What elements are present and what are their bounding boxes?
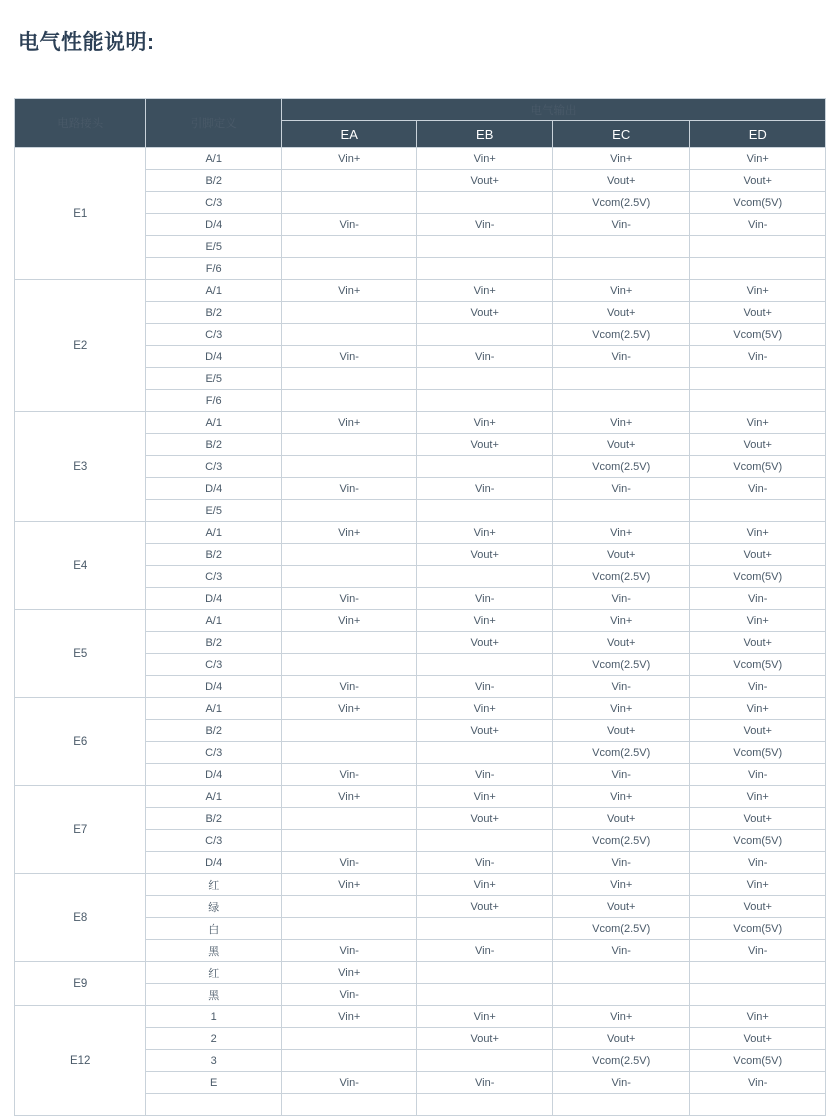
pin-cell: D/4	[146, 478, 282, 500]
value-cell	[281, 1028, 417, 1050]
connector-cell: E9	[15, 962, 146, 1006]
value-cell: Vout+	[552, 170, 690, 192]
value-cell: Vout+	[552, 632, 690, 654]
pin-cell: C/3	[146, 566, 282, 588]
table-body	[15, 148, 826, 1116]
value-cell: Vin-	[690, 764, 826, 786]
value-cell: Vout+	[690, 544, 826, 566]
pin-cell: 黑	[146, 940, 282, 962]
value-cell	[417, 192, 553, 214]
value-cell: Vin+	[552, 698, 690, 720]
value-cell: Vin-	[690, 346, 826, 368]
pin-cell: B/2	[146, 720, 282, 742]
table-row	[15, 610, 826, 632]
value-cell: Vin-	[552, 940, 690, 962]
value-cell: Vout+	[552, 1028, 690, 1050]
value-cell: Vout+	[690, 1028, 826, 1050]
value-cell: Vin-	[690, 940, 826, 962]
value-cell: Vcom(2.5V)	[552, 324, 690, 346]
table-row	[15, 874, 826, 896]
value-cell	[690, 236, 826, 258]
value-cell: Vcom(5V)	[690, 456, 826, 478]
value-cell: Vin+	[417, 786, 553, 808]
value-cell: Vin-	[690, 1072, 826, 1094]
pin-cell: B/2	[146, 302, 282, 324]
value-cell: Vout+	[417, 896, 553, 918]
value-cell: Vin-	[417, 852, 553, 874]
value-cell: Vin-	[281, 764, 417, 786]
value-cell: Vin-	[281, 478, 417, 500]
pin-cell: D/4	[146, 346, 282, 368]
table-row	[15, 148, 826, 170]
value-cell: Vout+	[417, 544, 553, 566]
value-cell: Vcom(2.5V)	[552, 1050, 690, 1072]
value-cell	[281, 1050, 417, 1072]
value-cell: Vin-	[281, 852, 417, 874]
value-cell	[417, 500, 553, 522]
table-header	[15, 99, 826, 148]
value-cell: Vin+	[690, 280, 826, 302]
value-cell	[281, 302, 417, 324]
pin-cell: A/1	[146, 610, 282, 632]
connector-cell: E8	[15, 874, 146, 962]
value-cell	[552, 962, 690, 984]
value-cell	[552, 984, 690, 1006]
header-col-ed: ED	[690, 121, 826, 148]
value-cell: Vin+	[552, 412, 690, 434]
value-cell: Vin+	[552, 1006, 690, 1028]
pin-cell: E/5	[146, 368, 282, 390]
value-cell: Vin-	[417, 764, 553, 786]
value-cell: Vin+	[552, 610, 690, 632]
value-cell: Vout+	[417, 808, 553, 830]
value-cell	[417, 1050, 553, 1072]
connector-cell: E7	[15, 786, 146, 874]
header-col-eb: EB	[417, 121, 553, 148]
value-cell	[552, 1094, 690, 1116]
pin-cell: F/6	[146, 258, 282, 280]
value-cell: Vin-	[690, 852, 826, 874]
value-cell	[281, 808, 417, 830]
value-cell: Vout+	[690, 302, 826, 324]
value-cell	[281, 566, 417, 588]
value-cell: Vin+	[417, 148, 553, 170]
value-cell	[281, 1094, 417, 1116]
value-cell	[552, 258, 690, 280]
pin-cell: B/2	[146, 434, 282, 456]
value-cell: Vin+	[281, 280, 417, 302]
value-cell	[281, 324, 417, 346]
value-cell: Vin+	[690, 1006, 826, 1028]
value-cell: Vin+	[281, 412, 417, 434]
value-cell: Vin+	[690, 874, 826, 896]
pin-cell: 1	[146, 1006, 282, 1028]
value-cell: Vin+	[281, 1006, 417, 1028]
value-cell: Vin+	[552, 786, 690, 808]
value-cell	[690, 390, 826, 412]
value-cell: Vin+	[417, 1006, 553, 1028]
pin-cell: D/4	[146, 676, 282, 698]
value-cell	[281, 258, 417, 280]
value-cell: Vout+	[690, 632, 826, 654]
electrical-spec-table	[14, 98, 826, 1116]
value-cell: Vcom(5V)	[690, 918, 826, 940]
value-cell: Vin-	[417, 1072, 553, 1094]
value-cell: Vcom(2.5V)	[552, 742, 690, 764]
pin-cell: D/4	[146, 214, 282, 236]
value-cell: Vout+	[552, 302, 690, 324]
value-cell: Vin+	[281, 874, 417, 896]
value-cell: Vin+	[417, 610, 553, 632]
value-cell	[281, 390, 417, 412]
value-cell: Vcom(2.5V)	[552, 456, 690, 478]
pin-cell: 黑	[146, 984, 282, 1006]
value-cell: Vcom(5V)	[690, 654, 826, 676]
value-cell: Vin-	[417, 346, 553, 368]
value-cell	[417, 830, 553, 852]
pin-cell: 2	[146, 1028, 282, 1050]
value-cell	[281, 236, 417, 258]
value-cell	[417, 390, 553, 412]
value-cell	[281, 720, 417, 742]
value-cell	[281, 192, 417, 214]
value-cell: Vout+	[417, 302, 553, 324]
value-cell: Vin+	[690, 698, 826, 720]
table-row	[15, 786, 826, 808]
value-cell	[552, 236, 690, 258]
value-cell	[552, 368, 690, 390]
value-cell: Vcom(2.5V)	[552, 830, 690, 852]
pin-cell: A/1	[146, 280, 282, 302]
value-cell: Vcom(5V)	[690, 830, 826, 852]
connector-cell: E2	[15, 280, 146, 412]
value-cell: Vout+	[417, 170, 553, 192]
value-cell	[690, 368, 826, 390]
value-cell	[417, 258, 553, 280]
value-cell: Vout+	[417, 1028, 553, 1050]
pin-cell	[146, 1094, 282, 1116]
pin-cell: A/1	[146, 786, 282, 808]
value-cell: Vin-	[552, 478, 690, 500]
value-cell: Vout+	[552, 544, 690, 566]
value-cell: Vin-	[552, 588, 690, 610]
pin-cell: D/4	[146, 588, 282, 610]
page-title: 电气性能说明:	[18, 31, 155, 54]
value-cell: Vin+	[417, 280, 553, 302]
value-cell: Vin+	[417, 412, 553, 434]
value-cell: Vin-	[552, 852, 690, 874]
pin-cell: F/6	[146, 390, 282, 412]
value-cell: Vin+	[417, 874, 553, 896]
value-cell: Vin-	[281, 346, 417, 368]
value-cell	[417, 654, 553, 676]
value-cell: Vin+	[281, 962, 417, 984]
pin-cell: B/2	[146, 170, 282, 192]
value-cell	[281, 170, 417, 192]
connector-cell: E5	[15, 610, 146, 698]
table-row	[15, 280, 826, 302]
connector-cell: E3	[15, 412, 146, 522]
value-cell: Vout+	[552, 896, 690, 918]
value-cell: Vin-	[690, 676, 826, 698]
value-cell: Vin+	[281, 522, 417, 544]
value-cell: Vout+	[690, 720, 826, 742]
value-cell	[552, 500, 690, 522]
pin-cell: D/4	[146, 852, 282, 874]
value-cell	[281, 742, 417, 764]
value-cell: Vin-	[690, 588, 826, 610]
value-cell: Vin-	[552, 1072, 690, 1094]
pin-cell: E	[146, 1072, 282, 1094]
value-cell: Vin+	[281, 786, 417, 808]
pin-cell: B/2	[146, 544, 282, 566]
connector-cell: E4	[15, 522, 146, 610]
value-cell: Vout+	[552, 720, 690, 742]
value-cell: Vin-	[552, 214, 690, 236]
value-cell: Vin+	[690, 522, 826, 544]
header-output-group: 电气输出	[281, 99, 825, 121]
table-row	[15, 1006, 826, 1028]
value-cell: Vcom(2.5V)	[552, 566, 690, 588]
value-cell: Vin-	[690, 478, 826, 500]
value-cell: Vin-	[417, 478, 553, 500]
value-cell	[690, 962, 826, 984]
value-cell: Vout+	[552, 808, 690, 830]
value-cell: Vin+	[417, 698, 553, 720]
header-col-ea: EA	[281, 121, 417, 148]
value-cell: Vin+	[281, 148, 417, 170]
value-cell: Vcom(5V)	[690, 192, 826, 214]
value-cell	[552, 390, 690, 412]
pin-cell: A/1	[146, 148, 282, 170]
pin-cell: A/1	[146, 698, 282, 720]
value-cell	[690, 500, 826, 522]
value-cell: Vin-	[281, 940, 417, 962]
value-cell	[281, 830, 417, 852]
pin-cell: C/3	[146, 654, 282, 676]
value-cell: Vcom(5V)	[690, 1050, 826, 1072]
value-cell: Vin+	[690, 786, 826, 808]
pin-cell: C/3	[146, 456, 282, 478]
value-cell: Vin-	[281, 214, 417, 236]
value-cell	[281, 434, 417, 456]
pin-cell: 3	[146, 1050, 282, 1072]
value-cell	[417, 324, 553, 346]
connector-cell: E6	[15, 698, 146, 786]
value-cell: Vin+	[281, 610, 417, 632]
pin-cell: 绿	[146, 896, 282, 918]
header-col-ec: EC	[552, 121, 690, 148]
value-cell: Vin+	[552, 874, 690, 896]
pin-cell: E/5	[146, 236, 282, 258]
pin-cell: D/4	[146, 764, 282, 786]
value-cell: Vin+	[552, 280, 690, 302]
pin-cell: C/3	[146, 830, 282, 852]
table-row	[15, 962, 826, 984]
pin-cell: 红	[146, 874, 282, 896]
value-cell: Vout+	[690, 170, 826, 192]
value-cell: Vout+	[690, 896, 826, 918]
value-cell: Vcom(2.5V)	[552, 192, 690, 214]
value-cell	[417, 1094, 553, 1116]
value-cell	[417, 236, 553, 258]
table-row	[15, 412, 826, 434]
value-cell: Vin+	[690, 412, 826, 434]
value-cell: Vin+	[281, 698, 417, 720]
value-cell: Vcom(2.5V)	[552, 918, 690, 940]
pin-cell: 白	[146, 918, 282, 940]
value-cell: Vcom(2.5V)	[552, 654, 690, 676]
value-cell	[281, 918, 417, 940]
value-cell: Vin-	[417, 588, 553, 610]
value-cell: Vcom(5V)	[690, 566, 826, 588]
value-cell	[417, 566, 553, 588]
value-cell: Vin+	[552, 522, 690, 544]
value-cell: Vout+	[417, 720, 553, 742]
value-cell	[417, 742, 553, 764]
value-cell	[417, 962, 553, 984]
value-cell: Vin-	[552, 764, 690, 786]
value-cell: Vout+	[417, 434, 553, 456]
pin-cell: C/3	[146, 192, 282, 214]
value-cell: Vin-	[281, 1072, 417, 1094]
value-cell	[690, 258, 826, 280]
value-cell	[690, 1094, 826, 1116]
value-cell: Vout+	[690, 434, 826, 456]
value-cell: Vout+	[417, 632, 553, 654]
value-cell	[281, 368, 417, 390]
value-cell	[417, 456, 553, 478]
value-cell	[281, 632, 417, 654]
value-cell: Vin-	[281, 588, 417, 610]
value-cell: Vin-	[552, 346, 690, 368]
value-cell	[417, 984, 553, 1006]
value-cell: Vin-	[281, 676, 417, 698]
value-cell: Vin-	[417, 940, 553, 962]
value-cell: Vin-	[417, 214, 553, 236]
value-cell: Vin-	[281, 984, 417, 1006]
connector-cell: E12	[15, 1006, 146, 1116]
pin-cell: C/3	[146, 324, 282, 346]
value-cell: Vout+	[690, 808, 826, 830]
header-pin: 引脚定义	[146, 99, 282, 148]
value-cell: Vin+	[552, 148, 690, 170]
table-row	[15, 698, 826, 720]
pin-cell: 红	[146, 962, 282, 984]
connector-cell: E1	[15, 148, 146, 280]
pin-cell: E/5	[146, 500, 282, 522]
value-cell: Vin-	[690, 214, 826, 236]
value-cell: Vin+	[690, 148, 826, 170]
value-cell	[690, 984, 826, 1006]
value-cell: Vout+	[552, 434, 690, 456]
pin-cell: C/3	[146, 742, 282, 764]
pin-cell: B/2	[146, 632, 282, 654]
value-cell: Vin+	[417, 522, 553, 544]
pin-cell: B/2	[146, 808, 282, 830]
value-cell	[417, 368, 553, 390]
value-cell: Vin+	[690, 610, 826, 632]
value-cell	[281, 544, 417, 566]
value-cell: Vin-	[552, 676, 690, 698]
value-cell	[281, 500, 417, 522]
value-cell	[281, 456, 417, 478]
value-cell	[281, 896, 417, 918]
pin-cell: A/1	[146, 522, 282, 544]
value-cell: Vin-	[417, 676, 553, 698]
table-row	[15, 522, 826, 544]
header-connector: 电路接头	[15, 99, 146, 148]
table-header-row-1	[15, 99, 826, 121]
pin-cell: A/1	[146, 412, 282, 434]
value-cell	[281, 654, 417, 676]
value-cell: Vcom(5V)	[690, 324, 826, 346]
value-cell	[417, 918, 553, 940]
value-cell: Vcom(5V)	[690, 742, 826, 764]
